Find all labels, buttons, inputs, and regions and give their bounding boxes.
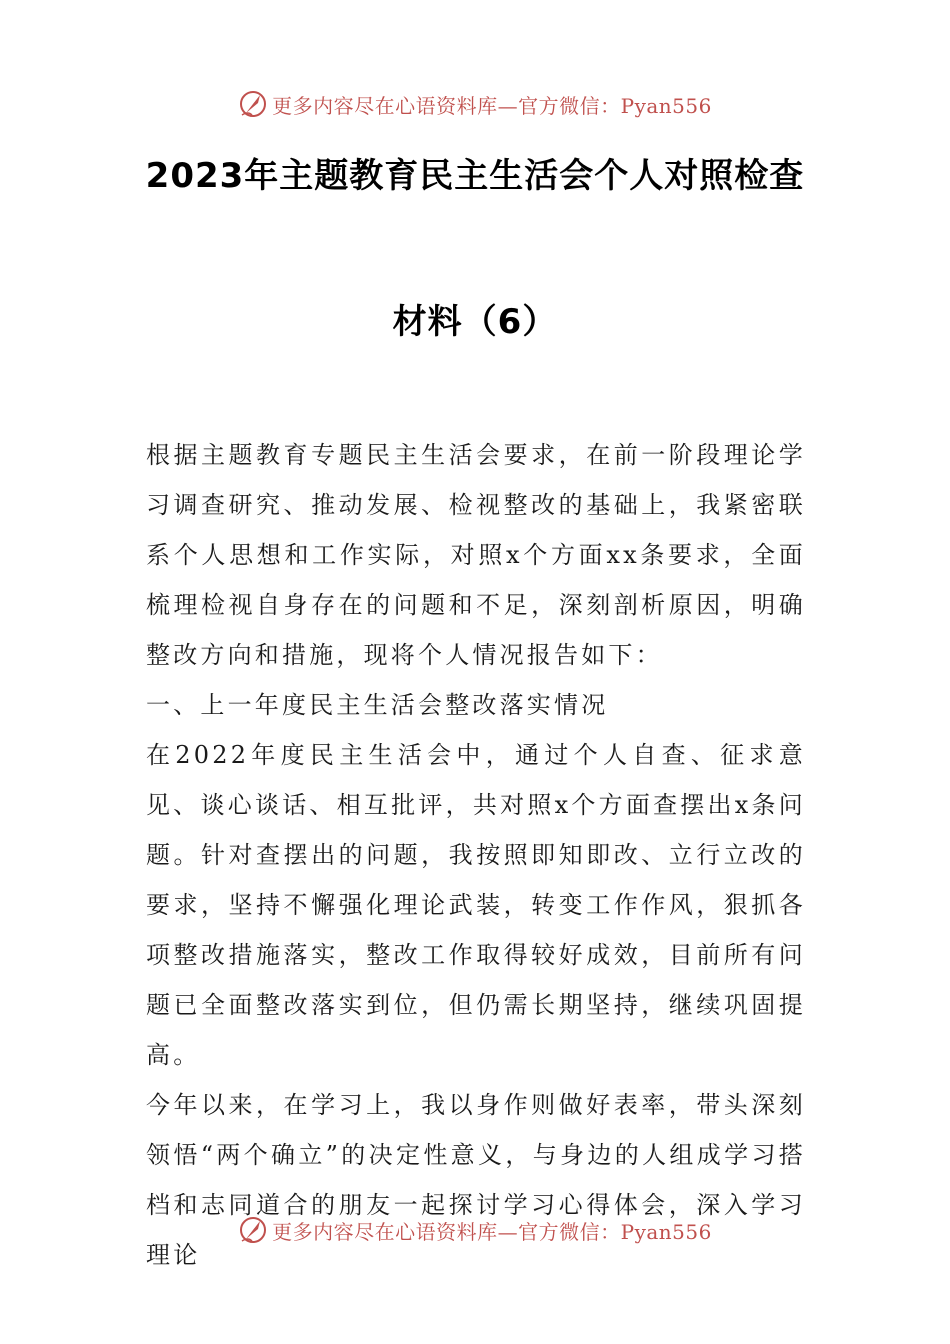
watermark-text: 更多内容尽在心语资料库—官方微信：Pyan556: [272, 1219, 712, 1244]
body-paragraph: 今年以来，在学习上，我以身作则做好表率，带头深刻领悟“两个确立”的决定性意义，与身边的人组成学习搭档和志同道合的朋友一起探讨学习心得体会，深入学习理论: [146, 1091, 806, 1269]
section-heading: 一、上一年度民主生活会整改落实情况: [146, 691, 609, 719]
watermark-text: 更多内容尽在心语资料库—官方微信：Pyan556: [272, 93, 712, 118]
quill-pen-logo-icon: [238, 1215, 268, 1245]
header-watermark: [0, 84, 950, 124]
document-title-line-1: 2023年主题教育民主生活会个人对照检查: [145, 156, 805, 196]
quill-pen-logo-icon: [238, 89, 268, 119]
body-paragraph: 在2022年度民主生活会中，通过个人自查、征求意见、谈心谈话、相互批评，共对照x个方面查摆出x条问题。针对查摆出的问题，我按照即知即改、立行立改的要求，坚持不懈强化理论武装，转变工作作风，狠抓各项整改措施落实，整改工作取得较好成效，目前所有问题已全面整改落实到位，但仍需长期坚持，继续巩固提高。: [146, 741, 806, 1069]
document-body: [146, 430, 806, 1280]
document-title-line-2: 材料（6）: [392, 302, 558, 342]
intro-paragraph: 根据主题教育专题民主生活会要求，在前一阶段理论学习调查研究、推动发展、检视整改的基础上，我紧密联系个人思想和工作实际，对照x个方面xx条要求，全面梳理检视自身存在的问题和不足，深刻剖析原因，明确整改方向和措施，现将个人情况报告如下：: [146, 441, 806, 669]
footer-watermark: [0, 1210, 950, 1250]
